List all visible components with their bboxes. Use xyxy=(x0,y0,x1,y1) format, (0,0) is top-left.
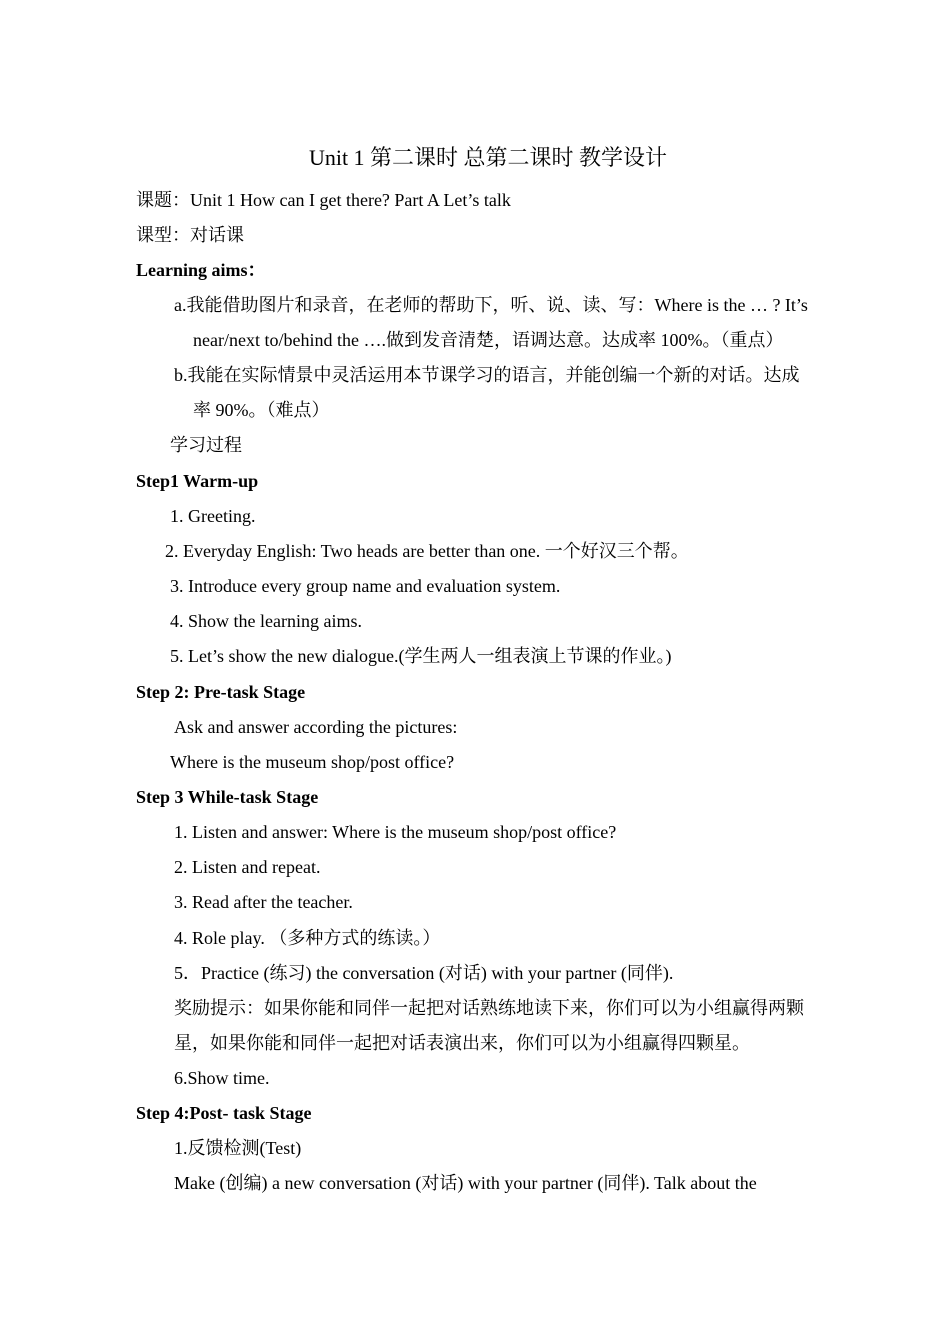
learning-aim-b-line2: 率 90%。（难点） xyxy=(193,400,330,420)
step4-item: 1.反馈检测(Test) xyxy=(174,1138,302,1158)
step3-item: 3. Read after the teacher. xyxy=(174,892,353,912)
step2-line: Ask and answer according the pictures: xyxy=(174,717,458,737)
step1-item: 5. Let’s show the new dialogue.(学生两人一组表演上节课的作业。) xyxy=(170,646,672,666)
step1-item: 1. Greeting. xyxy=(170,506,256,526)
learning-aim-a-line2: near/next to/behind the ….做到发音清楚，语调达意。达成率 100%。（重点） xyxy=(193,330,784,350)
step1-heading: Step1 Warm-up xyxy=(136,471,259,491)
step3-item: 5．Practice (练习) the conversation (对话) with your partner (同伴). xyxy=(174,963,674,983)
step3-item: 1. Listen and answer: Where is the museum shop/post office? xyxy=(174,822,617,842)
lesson-topic: 课题：Unit 1 How can I get there? Part A Let’s talk xyxy=(136,190,511,210)
step3-heading: Step 3 While-task Stage xyxy=(136,787,319,807)
learning-aims-heading: Learning aims： xyxy=(136,260,266,280)
reward-tip-line2: 星，如果你能和同伴一起把对话表演出来，你们可以为小组赢得四颗星。 xyxy=(174,1033,750,1053)
learning-aim-b-line1: b.我能在实际情景中灵活运用本节课学习的语言，并能创编一个新的对话。达成 xyxy=(174,365,800,385)
step3-item: 4. Role play. （多种方式的练读。） xyxy=(174,928,441,948)
step3-item: 2. Listen and repeat. xyxy=(174,857,321,877)
step4-heading: Step 4:Post- task Stage xyxy=(136,1103,312,1123)
step1-item: 2. Everyday English: Two heads are better than one. 一个好汉三个帮。 xyxy=(165,541,689,561)
step1-item: 4. Show the learning aims. xyxy=(170,611,362,631)
step1-item: 3. Introduce every group name and evaluation system. xyxy=(170,576,561,596)
lesson-type: 课型：对话课 xyxy=(136,225,244,245)
learning-aim-a-line1: a.我能借助图片和录音，在老师的帮助下，听、说、读、写：Where is the … ? It’s xyxy=(174,295,808,315)
process-label: 学习过程 xyxy=(170,435,242,455)
document-title: Unit 1 第二课时 总第二课时 教学设计 xyxy=(308,145,668,170)
step4-item: Make (创编) a new conversation (对话) with your partner (同伴). Talk about the xyxy=(174,1173,757,1193)
step3-item: 6.Show time. xyxy=(174,1068,270,1088)
step2-line: Where is the museum shop/post office? xyxy=(170,752,455,772)
reward-tip-line1: 奖励提示：如果你能和同伴一起把对话熟练地读下来，你们可以为小组赢得两颗 xyxy=(174,998,804,1018)
step2-heading: Step 2: Pre-task Stage xyxy=(136,682,306,702)
